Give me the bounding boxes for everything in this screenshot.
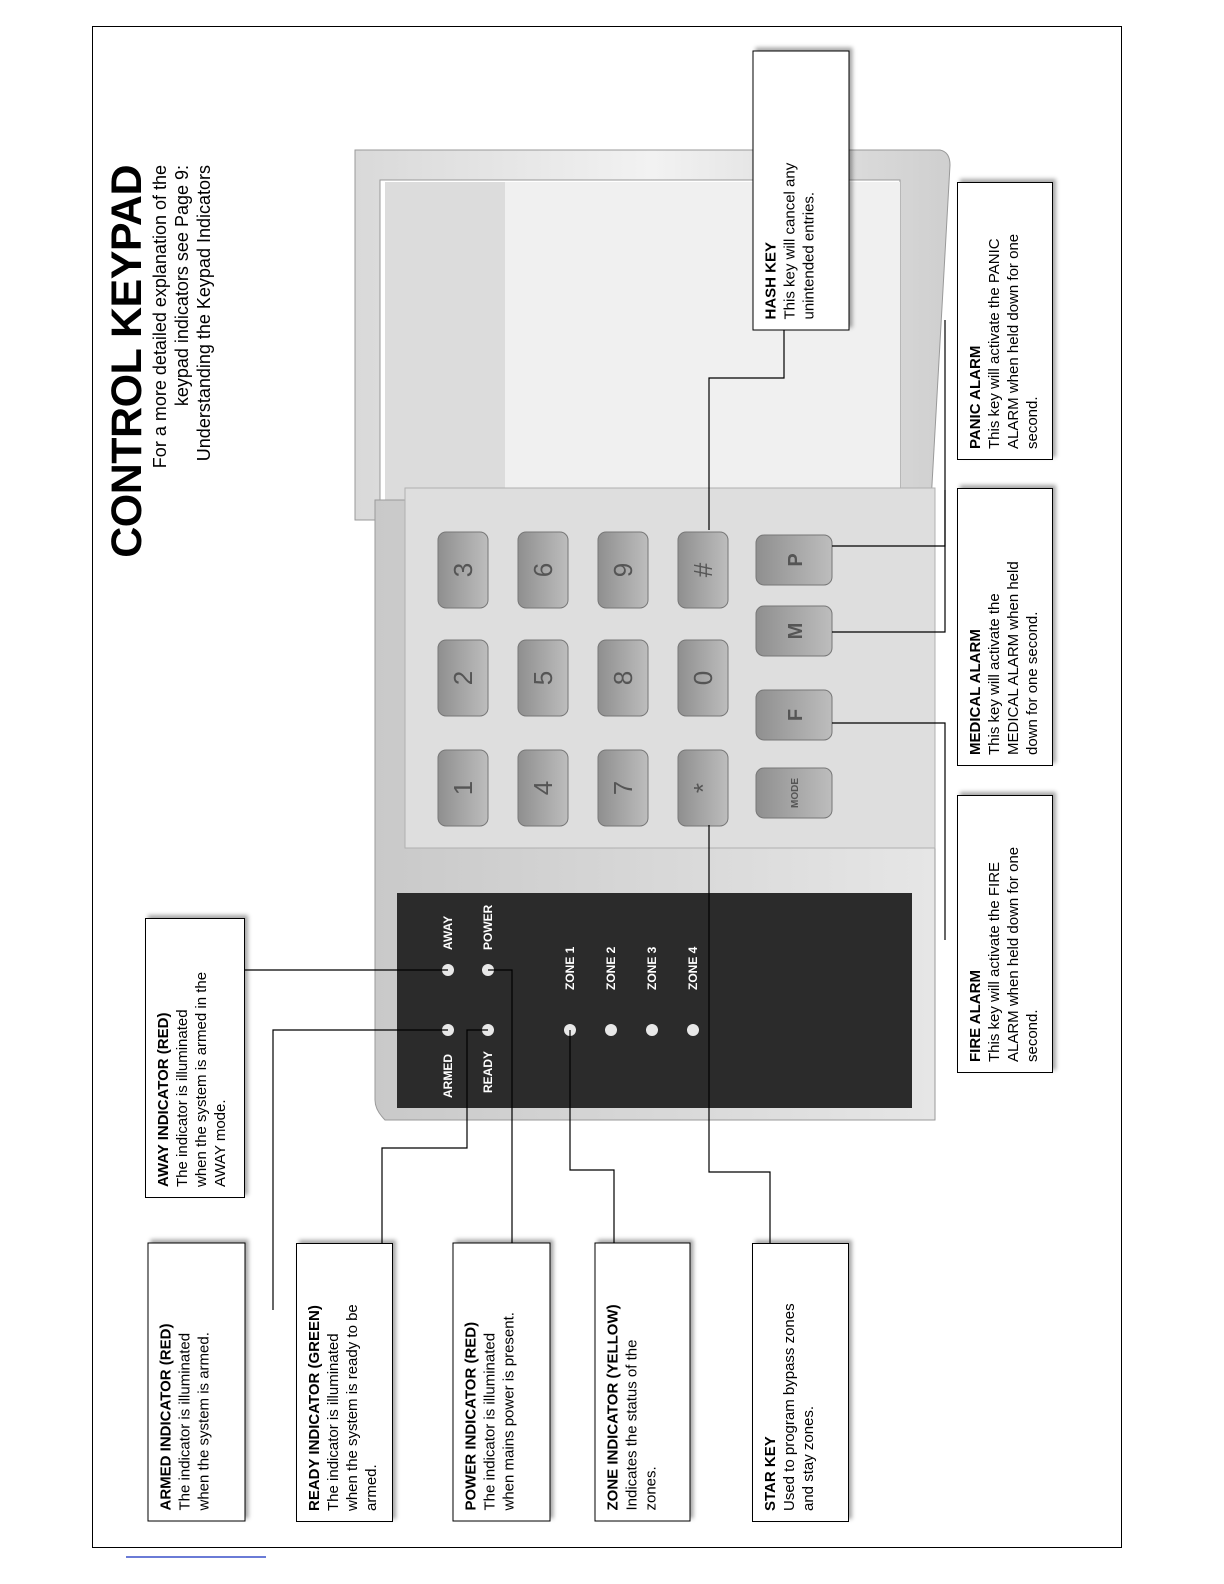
ready-label: READY [481, 1050, 495, 1093]
svg-text:P: P [785, 553, 807, 567]
callout-heading: AWAY INDICATOR (RED) [155, 1012, 172, 1187]
callout-line: when the system is ready to be [343, 1303, 361, 1511]
away-label: AWAY [441, 915, 455, 950]
callout-line: This key will activate the [986, 593, 1003, 755]
svg-text:*: * [688, 782, 718, 794]
zone3-label: ZONE 3 [645, 946, 659, 990]
callout-line: second. [1024, 396, 1041, 449]
armed-label: ARMED [441, 1054, 455, 1098]
power-indicator-callout [452, 1243, 550, 1522]
svg-text:0: 0 [688, 670, 718, 686]
svg-text:7: 7 [608, 780, 638, 796]
callout-line: Used to program bypass zones [781, 1302, 798, 1511]
callout-line: when the system is armed in the [193, 971, 210, 1187]
callout-line: This key will cancel any [781, 162, 798, 319]
callout-line: MEDICAL ALARM when held [1005, 561, 1022, 755]
callout-line: ALARM when held down for one [1005, 846, 1022, 1062]
callout-line: zones. [642, 1466, 659, 1511]
key-hash[interactable] [678, 532, 728, 608]
callout-line: This key will activate the PANIC [986, 238, 1003, 449]
key-panic[interactable] [756, 535, 832, 585]
callout-line: The indicator is illuminated [174, 1009, 191, 1187]
fire-alarm-callout [957, 795, 1053, 1073]
svg-text:9: 9 [608, 562, 638, 578]
callout-line: and stay zones. [800, 1405, 817, 1511]
keypad-lid [355, 150, 950, 520]
key-2[interactable] [438, 640, 488, 716]
callout-heading: PANIC ALARM [967, 345, 984, 449]
callout-line: down for one second. [1024, 611, 1041, 755]
panic-alarm-callout [957, 182, 1053, 460]
ready-indicator-callout [296, 1243, 393, 1522]
key-0[interactable] [678, 640, 728, 716]
callout-line: The indicator is illuminated [324, 1332, 342, 1511]
zone1-label: ZONE 1 [563, 946, 577, 990]
key-9[interactable] [598, 532, 648, 608]
callout-line: unintended entries. [800, 191, 817, 319]
callout-line: The indicator is illuminated [481, 1332, 498, 1511]
hash-key-callout [752, 50, 849, 330]
svg-text:1: 1 [448, 780, 478, 796]
svg-text:3: 3 [448, 562, 478, 578]
key-8[interactable] [598, 640, 648, 716]
callout-heading: ARMED INDICATOR (RED) [157, 1323, 174, 1511]
callout-line: This key will activate the FIRE [986, 861, 1003, 1062]
callout-line: AWAY mode. [212, 1099, 229, 1187]
zone2-led [605, 1024, 617, 1036]
callout-line: when mains power is present. [500, 1312, 517, 1511]
subtitle-line-2: keypad indicators see Page 9: [172, 165, 192, 407]
callout-line: Indicates the status of the [623, 1339, 640, 1511]
svg-text:F: F [785, 708, 807, 722]
subtitle-line-3: Understanding the Keypad Indicators [194, 165, 214, 462]
indicator-panel [397, 893, 912, 1108]
page-title: CONTROL KEYPAD [103, 165, 151, 558]
key-medical[interactable] [756, 606, 832, 656]
callout-line: The indicator is illuminated [176, 1332, 193, 1511]
callout-line: second. [1024, 1009, 1041, 1062]
callout-heading: MEDICAL ALARM [967, 629, 984, 755]
callout-line: armed. [362, 1463, 380, 1511]
zone2-label: ZONE 2 [604, 946, 618, 990]
zone4-label: ZONE 4 [686, 946, 700, 990]
zone4-led [687, 1024, 699, 1036]
callout-heading: HASH KEY [762, 241, 779, 319]
away-indicator-callout [145, 918, 245, 1198]
svg-text:#: # [688, 562, 718, 578]
svg-text:M: M [785, 622, 807, 640]
svg-text:4: 4 [528, 780, 558, 796]
key-5[interactable] [518, 640, 568, 716]
callout-heading: ZONE INDICATOR (YELLOW) [604, 1304, 621, 1511]
key-4[interactable] [518, 750, 568, 826]
key-7[interactable] [598, 750, 648, 826]
callout-heading: STAR KEY [762, 1435, 779, 1511]
callout-line: when the system is armed. [195, 1332, 212, 1511]
svg-text:5: 5 [528, 670, 558, 686]
svg-text:6: 6 [528, 562, 558, 578]
armed-indicator-callout [147, 1243, 245, 1522]
svg-text:2: 2 [448, 670, 478, 686]
callout-heading: READY INDICATOR (GREEN) [305, 1304, 323, 1511]
callout-heading: POWER INDICATOR (RED) [462, 1321, 479, 1511]
callout-heading: FIRE ALARM [967, 970, 984, 1062]
key-1[interactable] [438, 750, 488, 826]
key-3[interactable] [438, 532, 488, 608]
key-fire[interactable] [756, 690, 832, 740]
svg-text:MODE: MODE [790, 778, 801, 808]
key-mode[interactable] [756, 768, 832, 818]
power-label: POWER [481, 904, 495, 950]
medical-alarm-callout [957, 488, 1053, 766]
key-6[interactable] [518, 532, 568, 608]
star-key-callout [752, 1243, 849, 1522]
key-star[interactable] [678, 750, 728, 826]
zone-indicator-callout [594, 1243, 690, 1522]
svg-text:8: 8 [608, 670, 638, 686]
zone3-led [646, 1024, 658, 1036]
callout-line: ALARM when held down for one [1005, 233, 1022, 449]
subtitle-line-1: For a more detailed explanation of the [150, 165, 170, 469]
